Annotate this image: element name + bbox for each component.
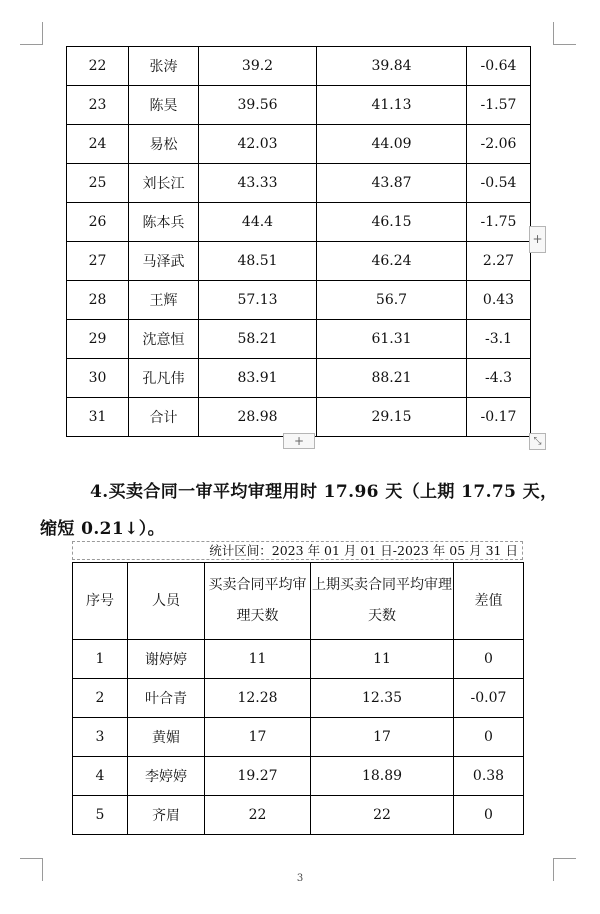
table-cell: 王辉	[129, 281, 199, 320]
table-cell: 2.27	[467, 242, 531, 281]
table-cell: 李婷婷	[128, 757, 205, 796]
table-cell: 39.56	[199, 86, 317, 125]
resize-diagonal-icon: ⤡	[533, 436, 542, 447]
table-cell: 39.84	[317, 47, 467, 86]
table-row	[67, 242, 531, 281]
table-cell: 31	[67, 398, 129, 437]
table-cell: 陈昊	[129, 86, 199, 125]
table-cell: 18.89	[311, 757, 454, 796]
table-cell: 61.31	[317, 320, 467, 359]
table-cell: 0	[454, 718, 524, 757]
table-cell: 22	[67, 47, 129, 86]
table-cell: -2.06	[467, 125, 531, 164]
table-row	[67, 125, 531, 164]
table-cell: 5	[73, 796, 128, 835]
table-row	[73, 796, 524, 835]
table-header-row	[73, 563, 524, 640]
table-cell: 46.15	[317, 203, 467, 242]
table-cell: 0.38	[454, 757, 524, 796]
table-row	[67, 281, 531, 320]
table-cell: 57.13	[199, 281, 317, 320]
table-cell: -3.1	[467, 320, 531, 359]
table-cell: 29	[67, 320, 129, 359]
table-cell: 28	[67, 281, 129, 320]
table-cell: -0.64	[467, 47, 531, 86]
table-cell: -1.75	[467, 203, 531, 242]
section-heading-line-1: 4.买卖合同一审平均审理用时 17.96 天（上期 17.75 天，	[90, 482, 558, 502]
table-cell: -4.3	[467, 359, 531, 398]
table-cell: 4	[73, 757, 128, 796]
table-row	[67, 164, 531, 203]
table-cell: 29.15	[317, 398, 467, 437]
table-row	[67, 203, 531, 242]
table-cell: 24	[67, 125, 129, 164]
table-cell: 26	[67, 203, 129, 242]
table-cell: -1.57	[467, 86, 531, 125]
table-row	[73, 757, 524, 796]
table-resize-handle[interactable]	[529, 433, 546, 450]
table-cell: 沈意恒	[129, 320, 199, 359]
table-cell: 张涛	[129, 47, 199, 86]
table-cell: 17	[311, 718, 454, 757]
table-cell: 2	[73, 679, 128, 718]
header-cell: 上期买卖合同平均审理天数	[311, 563, 454, 640]
table-cell: 12.35	[311, 679, 454, 718]
add-column-button[interactable]	[529, 226, 546, 253]
table-cell: 43.33	[199, 164, 317, 203]
table-cell: 46.24	[317, 242, 467, 281]
table-cell: -0.07	[454, 679, 524, 718]
table-cell: -0.54	[467, 164, 531, 203]
table-cell: 谢婷婷	[128, 640, 205, 679]
table-cell: 22	[205, 796, 311, 835]
table-cell: 48.51	[199, 242, 317, 281]
table-cell: 3	[73, 718, 128, 757]
table-cell: 39.2	[199, 47, 317, 86]
section-heading-line-2: 缩短 0.21↓）。	[40, 519, 166, 539]
table-cell: 27	[67, 242, 129, 281]
table-cell: 19.27	[205, 757, 311, 796]
judge-duration-table-continued	[66, 46, 531, 437]
table-cell: 陈本兵	[129, 203, 199, 242]
header-cell: 差值	[454, 563, 524, 640]
table-cell: 43.87	[317, 164, 467, 203]
table-cell: 44.4	[199, 203, 317, 242]
table-cell: 叶合青	[128, 679, 205, 718]
table-cell: 1	[73, 640, 128, 679]
table-cell: 28.98	[199, 398, 317, 437]
table-cell: 12.28	[205, 679, 311, 718]
table-row	[73, 679, 524, 718]
table-cell: 44.09	[317, 125, 467, 164]
table-cell: 11	[311, 640, 454, 679]
add-row-button[interactable]	[283, 433, 315, 449]
table-cell: 56.7	[317, 281, 467, 320]
page-number: 3	[296, 873, 304, 884]
page-corner-mark-top-left	[20, 22, 43, 45]
table-cell: -0.17	[467, 398, 531, 437]
table-cell: 孔凡伟	[129, 359, 199, 398]
table-cell: 11	[205, 640, 311, 679]
table-cell: 88.21	[317, 359, 467, 398]
header-cell: 买卖合同平均审理天数	[205, 563, 311, 640]
table-cell: 0	[454, 796, 524, 835]
table-cell: 23	[67, 86, 129, 125]
table-cell: 41.13	[317, 86, 467, 125]
table-cell: 42.03	[199, 125, 317, 164]
table-cell: 83.91	[199, 359, 317, 398]
page-corner-mark-top-right	[553, 22, 576, 45]
sales-contract-duration-table	[72, 562, 524, 835]
table-cell: 合计	[129, 398, 199, 437]
table-cell: 58.21	[199, 320, 317, 359]
table-row	[67, 47, 531, 86]
table-cell: 刘长江	[129, 164, 199, 203]
table-cell: 0.43	[467, 281, 531, 320]
table-row	[73, 640, 524, 679]
table-cell: 25	[67, 164, 129, 203]
plus-icon: +	[532, 232, 543, 246]
table-row	[67, 86, 531, 125]
table-cell: 马泽武	[129, 242, 199, 281]
table-cell: 17	[205, 718, 311, 757]
table-cell: 30	[67, 359, 129, 398]
table-row	[67, 398, 531, 437]
header-cell: 人员	[128, 563, 205, 640]
header-cell: 序号	[73, 563, 128, 640]
plus-icon: +	[293, 434, 305, 448]
table-cell: 22	[311, 796, 454, 835]
statistics-period-caption: 统计区间：2023 年 01 月 01 日-2023 年 05 月 31 日	[72, 541, 523, 560]
table-cell: 0	[454, 640, 524, 679]
table-cell: 齐眉	[128, 796, 205, 835]
table-row	[67, 320, 531, 359]
table-row	[73, 718, 524, 757]
table-cell: 黄媚	[128, 718, 205, 757]
table-row	[67, 359, 531, 398]
table-cell: 易松	[129, 125, 199, 164]
